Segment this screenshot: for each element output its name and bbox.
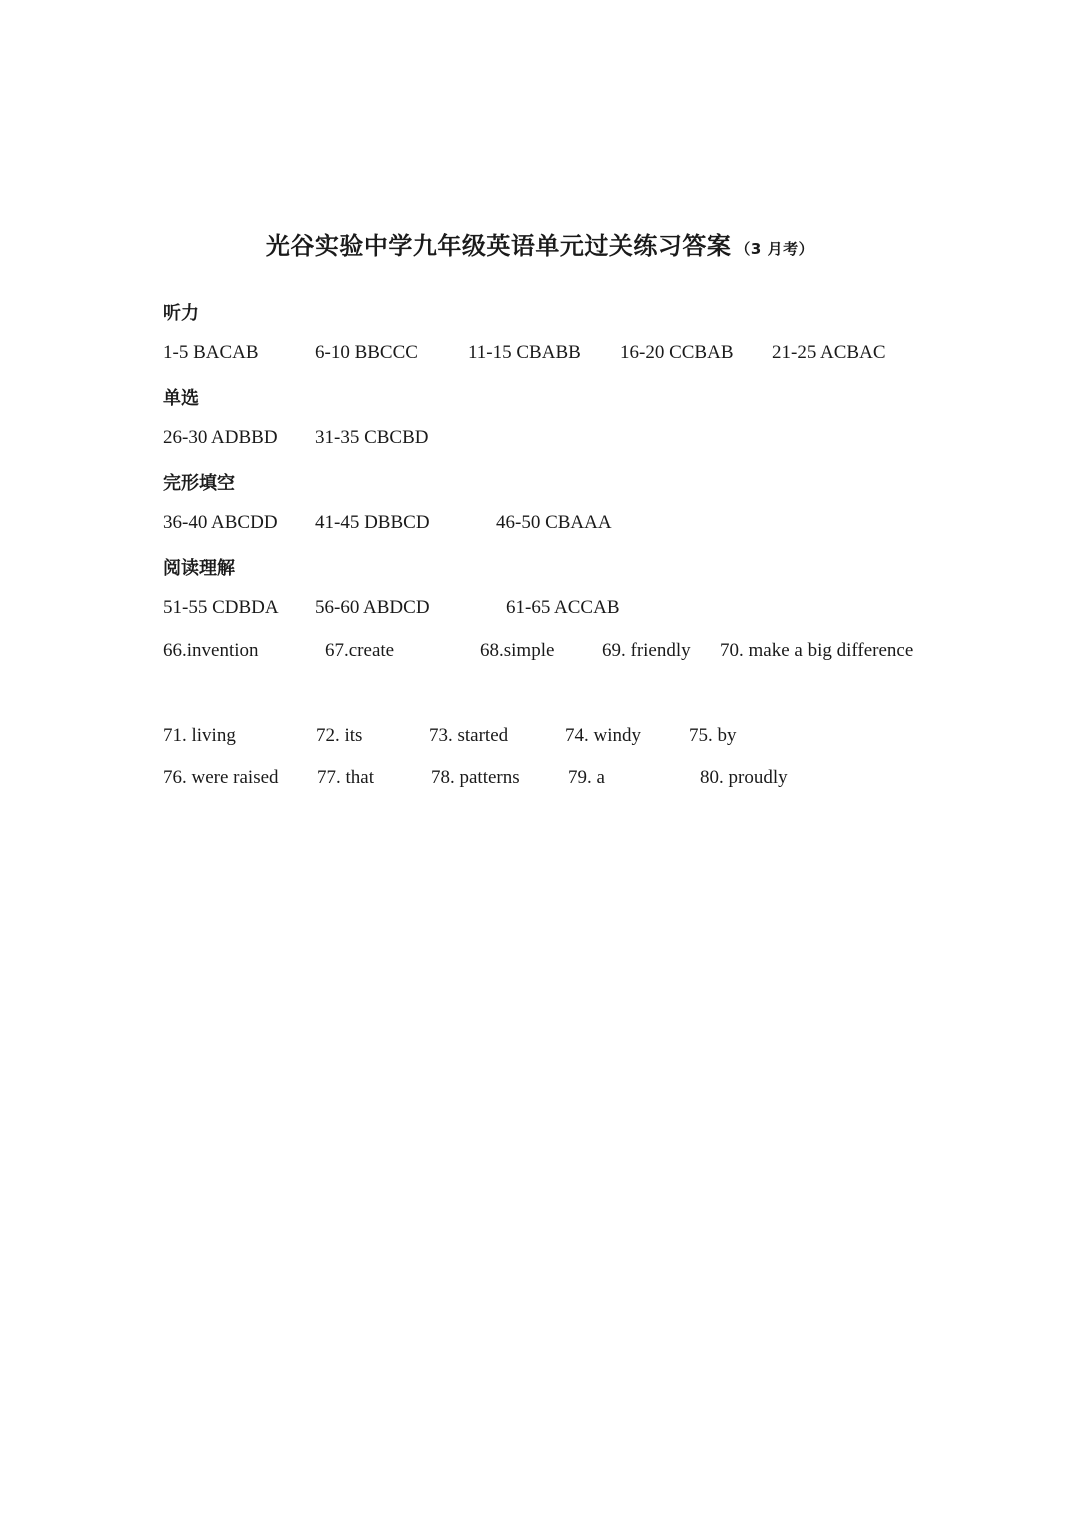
answer-item: 21-25 ACBAC: [772, 342, 886, 363]
answer-item: 70. make a big difference: [720, 640, 914, 661]
title-note: （3 月考）: [735, 240, 815, 258]
answer-item: 79. a: [568, 767, 605, 788]
answer-item: 78. patterns: [431, 767, 520, 788]
answer-item: 11-15 CBABB: [468, 342, 581, 363]
answer-item: 71. living: [163, 725, 236, 746]
reading-answers-row: [0, 595, 1080, 621]
answer-item: 74. windy: [565, 725, 641, 746]
answer-item: 31-35 CBCBD: [315, 427, 429, 448]
answer-item: 6-10 BBCCC: [315, 342, 418, 363]
title-text: 光谷实验中学九年级英语单元过关练习答案: [265, 232, 732, 260]
answer-item: 69. friendly: [602, 640, 691, 661]
answer-item: 26-30 ADBBD: [163, 427, 278, 448]
section-heading-reading: 阅读理解: [163, 558, 235, 579]
answer-item: 77. that: [317, 767, 374, 788]
answer-item: 80. proudly: [700, 767, 788, 788]
page-title: [0, 226, 1080, 261]
answer-item: 61-65 ACCAB: [506, 597, 620, 618]
cloze-answers-row: [0, 510, 1080, 536]
section-heading-single-choice: 单选: [163, 388, 199, 409]
single-choice-answers-row: [0, 425, 1080, 451]
answer-item: 36-40 ABCDD: [163, 512, 278, 533]
answer-item: 67.create: [325, 640, 395, 661]
answer-item: 72. its: [316, 725, 363, 746]
answer-item: 51-55 CDBDA: [163, 597, 279, 618]
section-heading-cloze: 完形填空: [163, 473, 235, 494]
fill-in-row-2: [0, 765, 1080, 791]
answer-item: 56-60 ABDCD: [315, 597, 430, 618]
listening-answers-row: [0, 340, 1080, 366]
answer-item: 46-50 CBAAA: [496, 512, 612, 533]
answer-item: 76. were raised: [163, 767, 279, 788]
answer-item: 16-20 CCBAB: [620, 342, 734, 363]
answer-item: 75. by: [689, 725, 737, 746]
fill-in-row-1: [0, 723, 1080, 749]
reading-words-row: [0, 638, 1080, 664]
answer-item: 1-5 BACAB: [163, 342, 259, 363]
section-heading-listening: 听力: [163, 303, 199, 324]
answer-item: 73. started: [429, 725, 509, 746]
answer-item: 66.invention: [163, 640, 259, 661]
answer-item: 68.simple: [480, 640, 555, 661]
answer-item: 41-45 DBBCD: [315, 512, 430, 533]
